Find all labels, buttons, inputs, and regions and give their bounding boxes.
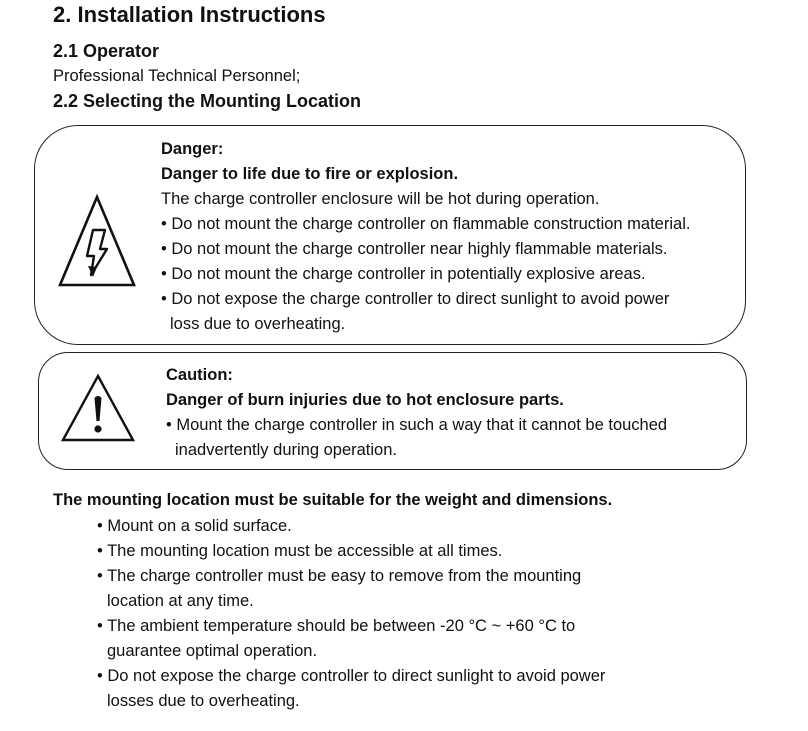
requirement-item: • The ambient temperature should be between -20 °C ~ +60 °C to	[97, 617, 576, 635]
danger-bullet-continuation: loss due to overheating.	[170, 315, 346, 333]
section-title: 2. Installation Instructions	[53, 2, 326, 27]
caution-headline: Danger of burn injuries due to hot enclosure parts.	[166, 391, 564, 409]
requirement-item-continuation: guarantee optimal operation.	[107, 642, 318, 660]
requirement-item: • Do not expose the charge controller to direct sunlight to avoid power	[97, 667, 606, 685]
requirement-item: • The charge controller must be easy to remove from the mounting	[97, 567, 582, 585]
caution-label: Caution:	[166, 366, 233, 384]
danger-content	[161, 137, 690, 337]
caution-content	[166, 363, 667, 463]
high-voltage-warning-icon	[57, 193, 137, 289]
danger-label: Danger:	[161, 140, 224, 158]
mounting-location-heading: 2.2 Selecting the Mounting Location	[53, 91, 362, 111]
requirement-item-continuation: losses due to overheating.	[107, 692, 300, 710]
requirements-title: The mounting location must be suitable for the weight and dimensions.	[53, 491, 613, 509]
danger-bullet: • Do not mount the charge controller near highly flammable materials.	[161, 240, 668, 258]
danger-bullet: • Do not mount the charge controller on flammable construction material.	[161, 215, 691, 233]
requirement-item: • The mounting location must be accessible at all times.	[97, 542, 503, 560]
danger-bullet: • Do not mount the charge controller in potentially explosive areas.	[161, 265, 646, 283]
requirement-item: • Mount on a solid surface.	[97, 517, 292, 535]
danger-intro: The charge controller enclosure will be hot during operation.	[161, 190, 600, 208]
caution-bullet: • Mount the charge controller in such a way that it cannot be touched	[166, 416, 668, 434]
requirements-list	[97, 514, 605, 714]
requirement-item-continuation: location at any time.	[107, 592, 254, 610]
operator-text: Professional Technical Personnel;	[53, 67, 301, 85]
caution-bullet-continuation: inadvertently during operation.	[175, 441, 397, 459]
exclamation-warning-icon	[60, 373, 136, 443]
danger-bullet: • Do not expose the charge controller to direct sunlight to avoid power	[161, 290, 670, 308]
operator-heading: 2.1 Operator	[53, 41, 160, 61]
danger-headline: Danger to life due to fire or explosion.	[161, 165, 459, 183]
